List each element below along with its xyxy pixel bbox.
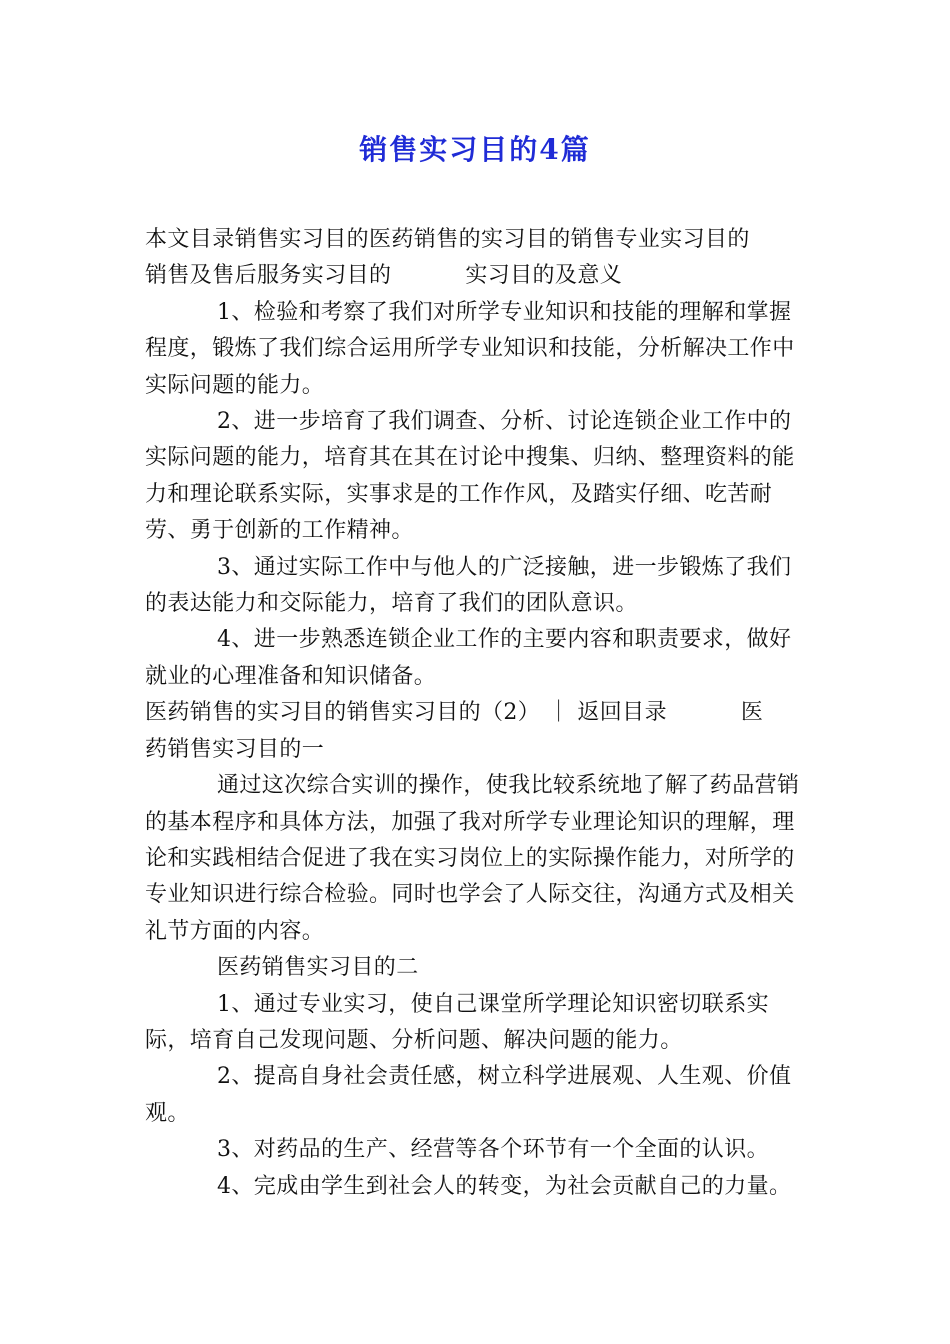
section-navigation-line-2[interactable]: 药销售实习目的一 <box>145 736 325 762</box>
body-paragraph: 1、检验和考察了我们对所学专业知识和技能的理解和掌握程度，锻炼了我们综合运用所学专业知识和技能，分析解决工作中实际问题的能力。 <box>145 299 795 398</box>
section-subheading: 医药销售实习目的二 <box>217 955 419 981</box>
body-paragraph: 3、通过实际工作中与他人的广泛接触，进一步锻炼了我们的表达能力和交际能力，培育了我们的团队意识。 <box>145 554 792 617</box>
body-paragraph: 1、通过专业实习，使自己课堂所学理论知识密切联系实际，培育自己发现问题、分析问题、解决问题的能力。 <box>145 991 769 1053</box>
body-paragraph: 2、提高自身社会责任感，树立科学进展观、人生观、价值观。 <box>145 1064 792 1126</box>
table-of-contents-line-2[interactable]: 销售及售后服务实习目的 实习目的及意义 <box>145 263 623 289</box>
body-paragraph: 3、对药品的生产、经营等各个环节有一个全面的认识。 <box>217 1137 769 1163</box>
body-paragraph: 通过这次综合实训的操作，使我比较系统地了解了药品营销的基本程序和具体方法，加强了我对所学专业理论知识的理解，理论和实践相结合促进了我在实习岗位上的实际操作能力，对所学的专业知识进行综合检验。同时也学会了人际交往，沟通方式及相关礼节方面的内容。 <box>145 773 800 944</box>
document-title: 销售实习目的4篇 <box>359 133 591 166</box>
document-body <box>145 222 810 1205</box>
body-paragraph: 4、进一步熟悉连锁企业工作的主要内容和职责要求，做好就业的心理准备和知识储备。 <box>145 627 792 689</box>
body-paragraph: 4、完成由学生到社会人的转变，为社会贡献自己的力量。 <box>217 1173 792 1199</box>
body-paragraph: 2、进一步培育了我们调查、分析、讨论连锁企业工作中的实际问题的能力，培育其在其在讨论中搜集、归纳、整理资料的能力和理论联系实际，实事求是的工作作风，及踏实仔细、吃苦耐劳、勇于创新的工作精神。 <box>145 409 795 544</box>
table-of-contents-line-1[interactable]: 本文目录销售实习目的医药销售的实习目的销售专业实习目的 <box>145 227 750 252</box>
section-navigation-line-1[interactable]: 医药销售的实习目的销售实习目的（2） ｜ 返回目录 医 <box>145 700 764 726</box>
